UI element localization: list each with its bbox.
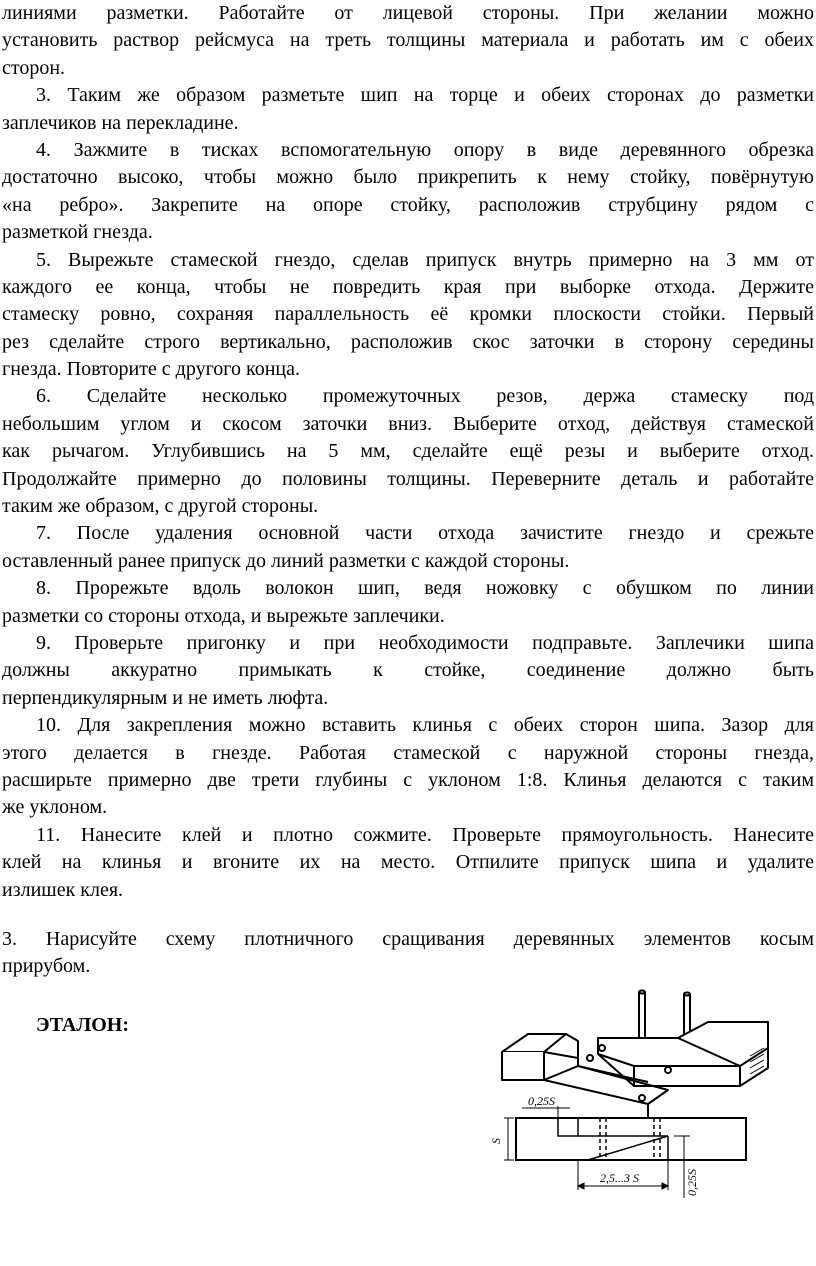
instruction-text xyxy=(2,0,814,904)
text-line: 9. Проверьте пригонку и при необходимости подправьте. Заплечики шипа xyxy=(36,631,814,654)
text-line: прирубом. xyxy=(2,955,91,978)
dim-bottom-label: 0,25S xyxy=(685,1169,699,1196)
text-line: 11. Нанесите клей и плотно сожмите. Проверьте прямоугольность. Нанесите xyxy=(36,823,814,846)
step-10 xyxy=(2,712,814,822)
etalon-label: ЭТАЛОН: xyxy=(36,1014,130,1036)
text-line: 6. Сделайте несколько промежуточных резов, держа стамеску под xyxy=(36,385,814,408)
text-line: Продолжайте примерно до половины толщины. Переверните деталь и работайте xyxy=(2,467,814,490)
text-line: небольшим углом и скосом заточки вниз. Выберите отход, действуя стамеской xyxy=(2,412,814,435)
scarf-joint-figure xyxy=(478,986,778,1200)
step-4 xyxy=(2,137,814,247)
step-5 xyxy=(2,247,814,384)
scarf-joint-drawing xyxy=(478,986,778,1200)
step-6 xyxy=(2,383,814,520)
text-line: 5. Вырежьте стамеской гнездо, сделав припуск внутрь примерно на 3 мм от xyxy=(36,248,814,271)
text-line: разметки со стороны отхода, и вырежьте заплечики. xyxy=(2,604,445,627)
text-line: сторон. xyxy=(2,56,66,79)
text-line: достаточно высоко, чтобы можно было прикрепить к нему стойку, повёрнутую xyxy=(2,166,814,189)
text-line: 4. Зажмите в тисках вспомогательную опору в виде деревянного обрезка xyxy=(36,138,814,161)
text-line: 7. После удаления основной части отхода зачистите гнездо и срежьте xyxy=(36,522,814,545)
text-line: «на ребро». Закрепите на опоре стойку, расположив струбцину рядом с xyxy=(2,193,814,216)
dim-height-label: S xyxy=(489,1138,503,1144)
text-line: расширьте примерно две трети глубины с уклоном 1:8. Клинья делаются с таким xyxy=(2,768,814,791)
dim-length-label: 2,5...3 S xyxy=(600,1171,639,1185)
text-line: же уклоном. xyxy=(2,796,108,819)
step-9 xyxy=(2,630,814,712)
text-line: установить раствор рейсмуса на треть толщины материала и работать им с обеих xyxy=(2,29,814,52)
text-line: заплечиков на перекладине. xyxy=(2,111,239,134)
text-line: этого делается в гнезде. Работая стамеской с наружной стороны гнезда, xyxy=(2,741,814,764)
text-line: должны аккуратно примыкать к стойке, соединение должно быть xyxy=(2,659,814,682)
text-line: линиями разметки. Работайте от лицевой стороны. При желании можно xyxy=(2,2,814,24)
paragraph-continuation xyxy=(2,0,814,82)
text-line: излишек клея. xyxy=(2,878,124,901)
text-line: клей на клинья и вгоните их на место. Отпилите припуск шипа и удалите xyxy=(2,851,814,874)
text-line: 3. Нарисуйте схему плотничного сращивания деревянных элементов косым xyxy=(2,928,814,950)
text-line: стамеску ровно, сохраняя параллельность её кромки плоскости стойки. Первый xyxy=(2,303,814,326)
dim-top-label: 0,25S xyxy=(528,1094,555,1108)
step-7 xyxy=(2,520,814,575)
text-line: таким же образом, с другой стороны. xyxy=(2,495,319,518)
text-line: разметкой гнезда. xyxy=(2,221,153,244)
step-3 xyxy=(2,82,814,137)
text-line: каждого ее конца, чтобы не повредить края при выборке отхода. Держите xyxy=(2,275,814,298)
text-line: 8. Прорежьте вдоль волокон шип, ведя ножовку с обушком по линии xyxy=(36,577,814,600)
text-line: 10. Для закрепления можно вставить клинья с обеих сторон шипа. Зазор для xyxy=(36,714,814,737)
task-3-question xyxy=(2,926,814,981)
text-line: гнезда. Повторите с другого конца. xyxy=(2,358,300,381)
step-11 xyxy=(2,822,814,904)
text-line: рез сделайте строго вертикально, расположив скос заточки в сторону середины xyxy=(2,330,814,353)
text-line: оставленный ранее припуск до линий разметки с каждой стороны. xyxy=(2,549,570,572)
text-line: перпендикулярным и не иметь люфта. xyxy=(2,686,329,709)
step-8 xyxy=(2,575,814,630)
text-line: как рычагом. Углубившись на 5 мм, сделайте ещё резы и выберите отход. xyxy=(2,440,814,463)
dim-height xyxy=(504,1118,514,1160)
text-line: 3. Таким же образом разметьте шип на торце и обеих сторонах до разметки xyxy=(36,84,814,107)
